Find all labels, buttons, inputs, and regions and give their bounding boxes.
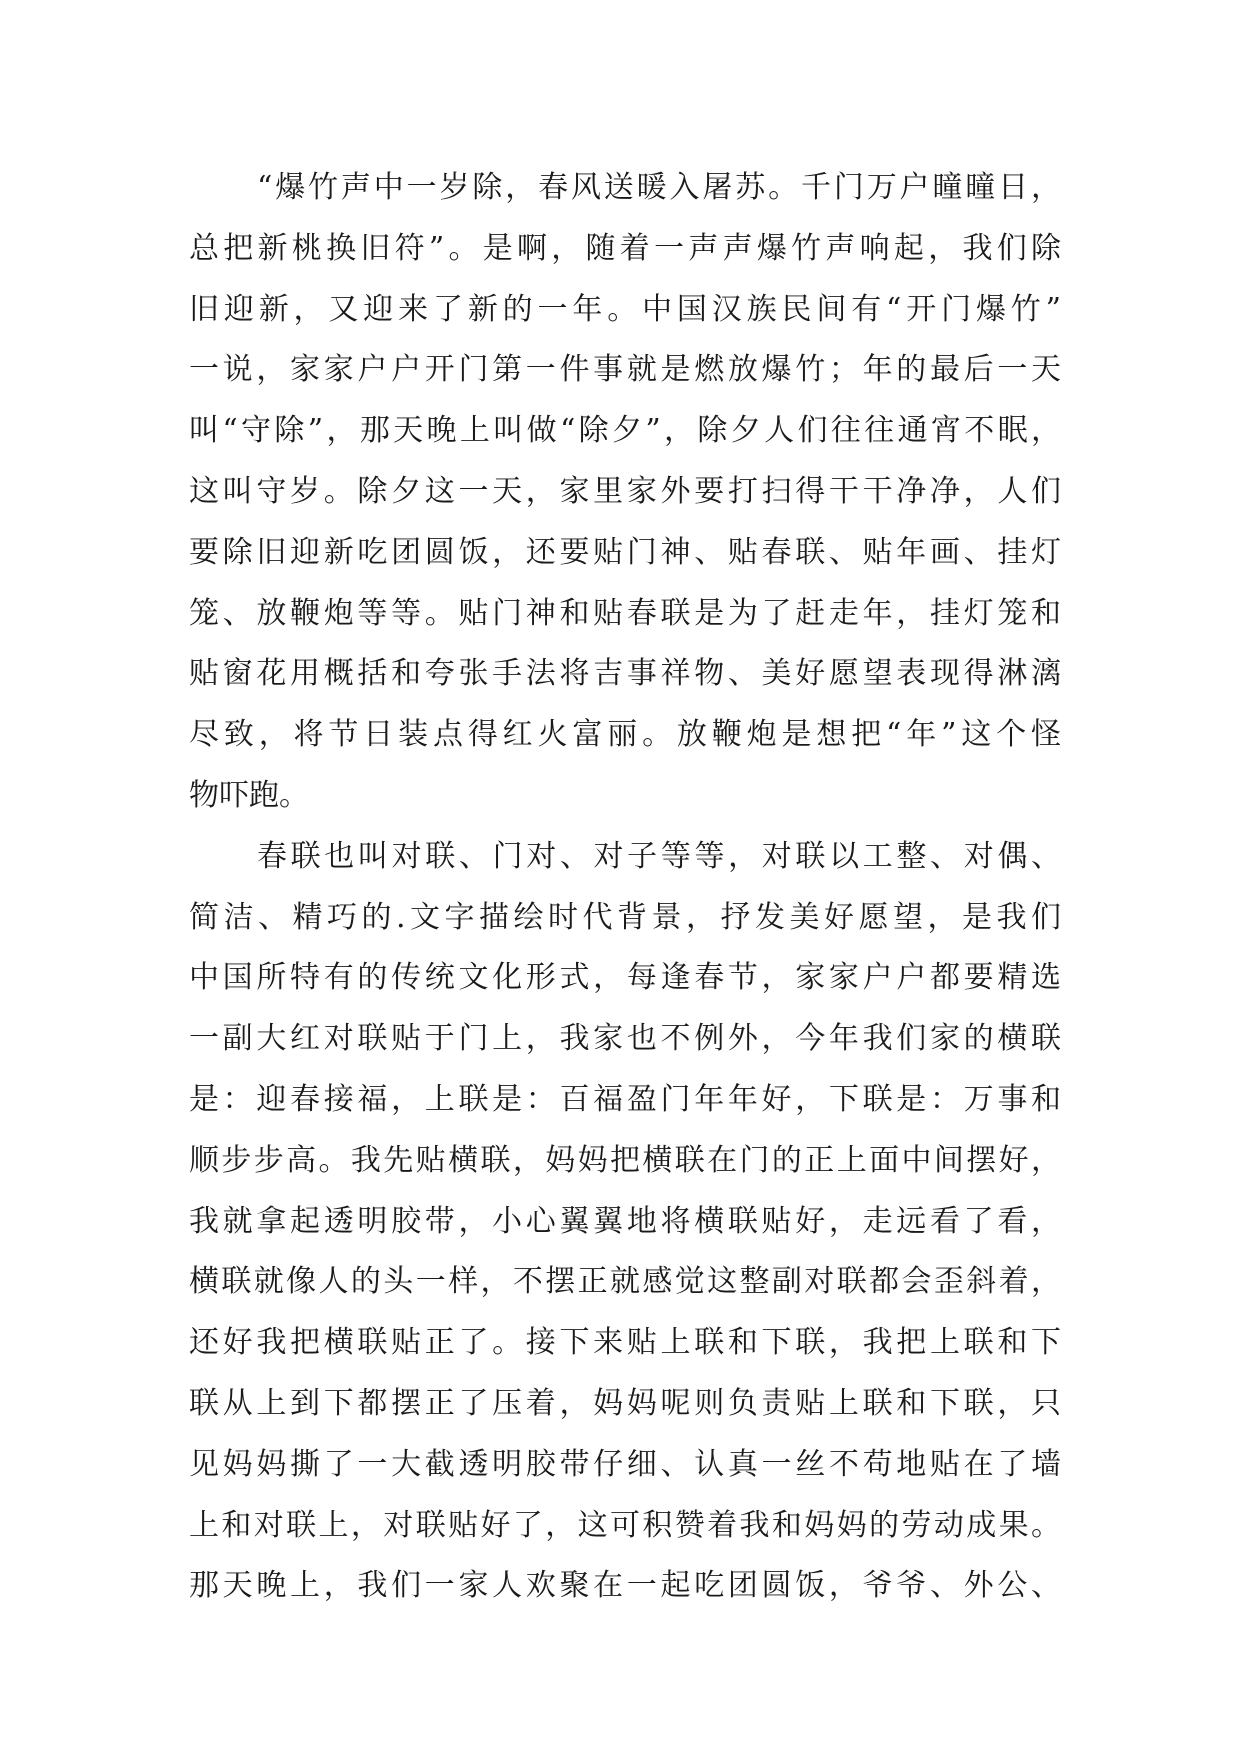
text-line: 尽致，将节日装点得红火富丽。放鞭炮是想把“年”这个怪 [189,717,1061,753]
text-line: 总把新桃换旧符”。是啊，随着一声声爆竹声响起，我们除 [189,230,1061,266]
text-line: 联从上到下都摆正了压着，妈妈呢则负责贴上联和下联，只 [189,1385,1061,1421]
text-line: 中国所特有的传统文化形式，每逢春节，家家户户都要精选 [189,960,1061,996]
text-line: 旧迎新，又迎来了新的一年。中国汉族民间有“开门爆竹” [189,291,1061,327]
text-line: 我就拿起透明胶带，小心翼翼地将横联贴好，走远看了看， [189,1203,1061,1239]
text-line: 横联就像人的头一样，不摆正就感觉这整副对联都会歪斜着， [189,1264,1061,1300]
text-line: 笼、放鞭炮等等。贴门神和贴春联是为了赶走年，挂灯笼和 [189,595,1061,631]
text-line: 顺步步高。我先贴横联，妈妈把横联在门的正上面中间摆好， [189,1142,1061,1178]
text-line: 一副大红对联贴于门上，我家也不例外，今年我们家的横联 [189,1021,1061,1057]
text-line: 上和对联上，对联贴好了，这可积赞着我和妈妈的劳动成果。 [189,1507,1061,1543]
text-line: 要除旧迎新吃团圆饭，还要贴门神、贴春联、贴年画、挂灯 [189,534,1061,570]
text-line: 是：迎春接福，上联是：百福盈门年年好，下联是：万事和 [189,1081,1061,1117]
text-line: 见妈妈撕了一大截透明胶带仔细、认真一丝不苟地贴在了墙 [189,1446,1061,1482]
text-line: 物吓跑。 [189,777,309,813]
paragraph-1 [189,158,1061,827]
text-line: 还好我把横联贴正了。接下来贴上联和下联，我把上联和下 [189,1325,1061,1361]
text-line: 简洁、精巧的.文字描绘时代背景，抒发美好愿望，是我们 [189,899,1061,935]
text-line: 那天晚上，我们一家人欢聚在一起吃团圆饭，爷爷、外公、 [189,1568,1061,1604]
text-line: “爆竹声中一岁除，春风送暖入屠苏。千门万户曈曈日， [257,170,1061,205]
text-line: 春联也叫对联、门对、对子等等，对联以工整、对偶、 [257,838,1061,874]
text-line: 贴窗花用概括和夸张手法将吉事祥物、美好愿望表现得淋漓 [189,656,1061,692]
text-line: 这叫守岁。除夕这一天，家里家外要打扫得干干净净，人们 [189,473,1061,509]
body-text [189,158,1061,1617]
text-line: 一说，家家户户开门第一件事就是燃放爆竹；年的最后一天 [189,352,1061,388]
text-line: 叫“守除”，那天晚上叫做“除夕”，除夕人们往往通宵不眠， [189,413,1061,449]
paragraph-2 [189,827,1061,1617]
